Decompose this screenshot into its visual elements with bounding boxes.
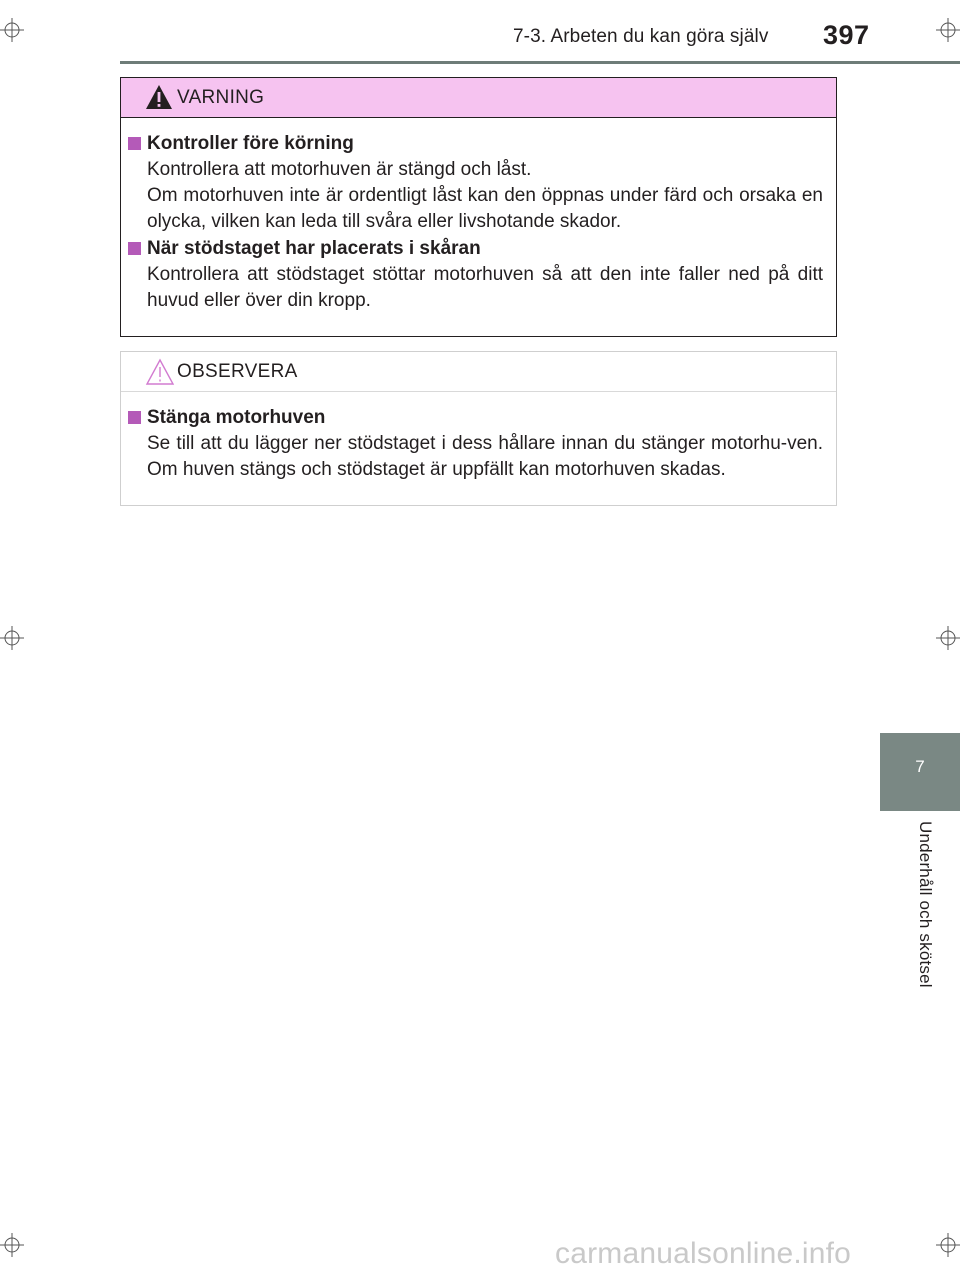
body-paragraph: Kontrollera att motorhuven är stängd och låst. bbox=[147, 159, 532, 180]
warning-section-2 bbox=[127, 236, 823, 314]
page-number: 397 bbox=[823, 20, 870, 50]
watermark: carmanualsonline.info bbox=[555, 1237, 852, 1270]
crop-mark-mid-right bbox=[930, 608, 960, 668]
square-bullet-icon bbox=[128, 411, 141, 424]
warning-triangle-icon bbox=[145, 84, 173, 115]
section-body bbox=[127, 431, 823, 483]
warning-label: VARNING bbox=[177, 87, 265, 108]
body-paragraph: Om motorhuven inte är ordentligt låst kan den öppnas under färd och orsaka en olycka, vilken kan leda till svåra eller livshotande skador. bbox=[147, 185, 823, 232]
crop-mark-top-left bbox=[0, 0, 40, 60]
square-bullet-icon bbox=[128, 137, 141, 150]
notice-box bbox=[120, 351, 837, 506]
section-heading: Kontroller före körning bbox=[127, 131, 823, 157]
section-body bbox=[127, 262, 823, 314]
header-rule bbox=[120, 61, 960, 64]
section-body bbox=[127, 157, 823, 235]
caution-triangle-outline-icon bbox=[145, 358, 175, 391]
notice-header bbox=[121, 352, 836, 392]
body-paragraph: Se till att du lägger ner stödstaget i dess hållare innan du stänger motorhu-ven. Om huven stängs och stödstaget är uppfällt kan motorhuven skadas. bbox=[147, 433, 823, 480]
chapter-tab bbox=[880, 733, 960, 811]
notice-label: OBSERVERA bbox=[177, 361, 298, 382]
crop-mark-bottom-left bbox=[0, 1215, 40, 1275]
crop-mark-bottom-right bbox=[930, 1215, 960, 1275]
notice-section-1 bbox=[127, 405, 823, 483]
crop-mark-top-right bbox=[930, 0, 960, 60]
crop-mark-mid-left bbox=[0, 608, 40, 668]
section-heading: När stödstaget har placerats i skåran bbox=[127, 236, 823, 262]
warning-section-1 bbox=[127, 131, 823, 235]
section-heading: Stänga motorhuven bbox=[127, 405, 823, 431]
warning-box bbox=[120, 77, 837, 337]
warning-header bbox=[121, 78, 836, 118]
chapter-label: Underhåll och skötsel bbox=[916, 821, 935, 988]
square-bullet-icon bbox=[128, 242, 141, 255]
chapter-number: 7 bbox=[915, 757, 925, 776]
body-paragraph: Kontrollera att stödstaget stöttar motorhuven så att den inte faller ned på ditt huvud eller över din kropp. bbox=[147, 264, 823, 311]
section-title: 7-3. Arbeten du kan göra själv bbox=[513, 26, 769, 47]
